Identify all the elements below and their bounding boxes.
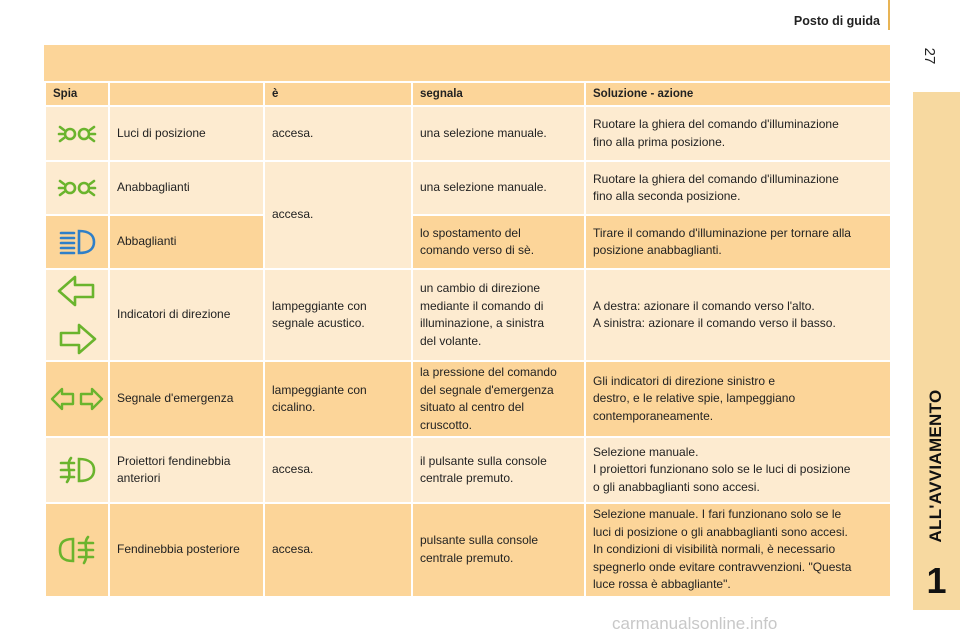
lamp-solution: A destra: azionare il comando verso l'alto. A sinistra: azionare il comando verso il basso. [585,269,891,361]
page-number: 27 [921,47,939,65]
chapter-number: 1 [926,560,947,601]
lamp-state: accesa. [264,161,412,269]
lamp-solution: Tirare il comando d'illuminazione per tornare alla posizione anabbaglianti. [585,215,891,269]
lamp-icon-cell [45,215,109,269]
lamp-solution: Gli indicatori di direzione sinistro e destro, e le relative spie, lampeggiano contemporaneamente. [585,361,891,437]
table-row [45,503,891,597]
lamp-icon-cell [45,503,109,597]
table-row [45,361,891,437]
table-row [45,437,891,503]
lamp-signals: la pressione del comando del segnale d'emergenza situato al centro del cruscotto. [412,361,585,437]
lamp-state: accesa. [264,437,412,503]
table-row [45,215,891,269]
front-fog-icon [57,455,97,485]
table-row [45,161,891,215]
warning-lamps-table-container [44,45,890,593]
header-rule [888,0,890,30]
page-header-title: Posto di guida [793,14,880,28]
table-row [45,106,891,161]
column-header-lamp: Spia [45,82,109,106]
column-header-signals: segnala [412,82,585,106]
lamp-name: Indicatori di direzione [109,269,264,361]
table-header-row [45,82,891,106]
lamp-icon-cell [45,437,109,503]
table-header-band [44,45,890,81]
lamp-solution: Ruotare la ghiera del comando d'illuminazione fino alla prima posizione. [585,106,891,161]
column-header-state: è [264,82,412,106]
lamp-state: lampeggiante con cicalino. [264,361,412,437]
lamp-icon-cell [45,269,109,361]
side-lights-icon [57,120,97,148]
column-header-name [109,82,264,106]
warning-lamps-table [44,81,892,598]
chapter-title-text: ALL'AVVIAMENTO [926,389,945,543]
hazard-warning-icon [50,385,104,413]
lamp-solution: Selezione manuale. I proiettori funzionano solo se le luci di posizione o gli anabbaglianti sono accesi. [585,437,891,503]
watermark: carmanualsonline.info [612,614,778,633]
table-row [45,269,891,361]
lamp-name: Luci di posizione [109,106,264,161]
lamp-name: Segnale d'emergenza [109,361,264,437]
column-header-solution: Soluzione - azione [585,82,891,106]
rear-fog-icon [57,534,97,566]
lamp-icon-cell [45,161,109,215]
dipped-beam-icon [57,174,97,202]
lamp-name: Anabbaglianti [109,161,264,215]
lamp-signals: lo spostamento del comando verso di sè. [412,215,585,269]
lamp-signals: una selezione manuale. [412,106,585,161]
lamp-solution: Ruotare la ghiera del comando d'illuminazione fino alla seconda posizione. [585,161,891,215]
lamp-name: Proiettori fendinebbia anteriori [109,437,264,503]
lamp-solution: Selezione manuale. I fari funzionano solo se le luci di posizione o gli anabbaglianti sono accesi. In condizioni di visibilità normali, è necessario spegnerlo onde evitare contravvenzioni. "Questa luce rossa è abbagliante". [585,503,891,597]
lamp-signals: un cambio di direzione mediante il comando di illuminazione, a sinistra del volante. [412,269,585,361]
lamp-state: lampeggiante con segnale acustico. [264,269,412,361]
lamp-state: accesa. [264,106,412,161]
lamp-state: accesa. [264,503,412,597]
main-beam-icon [57,227,97,257]
lamp-icon-cell [45,106,109,161]
lamp-signals: una selezione manuale. [412,161,585,215]
lamp-signals: il pulsante sulla console centrale premuto. [412,437,585,503]
direction-indicators-icon [55,274,99,356]
lamp-name: Fendinebbia posteriore [109,503,264,597]
lamp-name: Abbaglianti [109,215,264,269]
lamp-signals: pulsante sulla console centrale premuto. [412,503,585,597]
lamp-icon-cell [45,361,109,437]
